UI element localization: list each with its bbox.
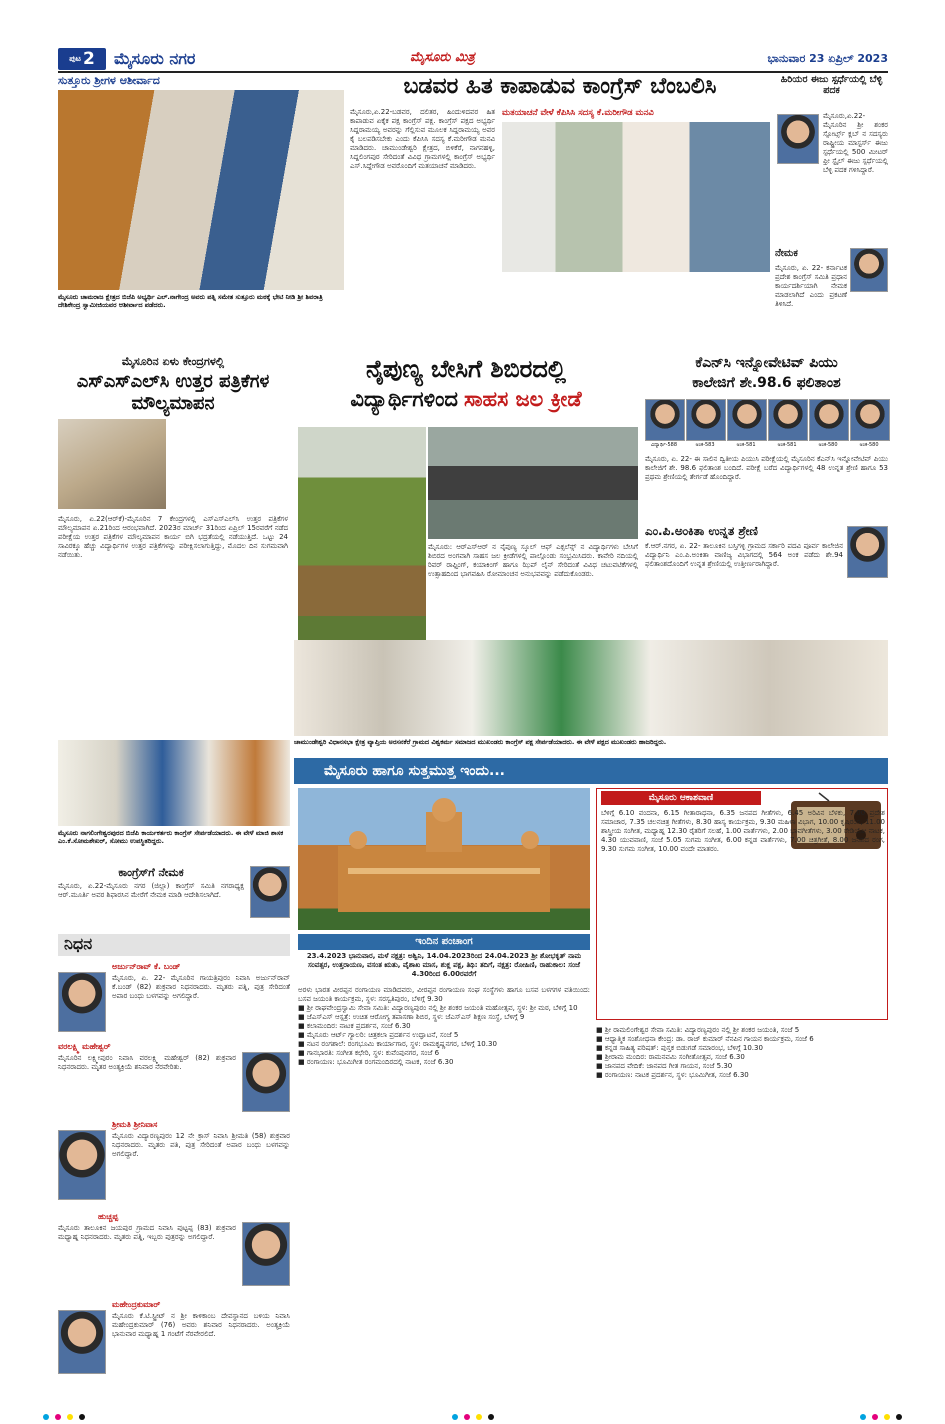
student-photo: [850, 399, 890, 441]
obituary-photo: [242, 1052, 290, 1112]
story-ankitha: [645, 524, 888, 632]
obituary-name: ವರಲಕ್ಷ್ಮಿ ಮಹೇಶ್ವರ್: [58, 1042, 111, 1051]
story-blessing-title: ಸುತ್ತೂರು ಶ್ರೀಗಳ ಆಶೀರ್ವಾದ: [58, 74, 160, 87]
student-score: ಅಂಕ-580: [818, 442, 838, 448]
akashavani-box: [596, 788, 888, 1020]
obituary-entry: [58, 1300, 293, 1394]
student-photo: [727, 399, 767, 441]
ankitha-photo: [847, 526, 888, 578]
joining-caption: ಮೈಸೂರು ನಾಗಲಿಂಗೇಶ್ವರಪುರದ ಬಿಜೆಪಿ ಕಾರ್ಯಕರ್ತರು ಕಾಂಗ್ರೆಸ್ ಸೇರ್ಪಡೆಯಾದರು. ಈ ವೇಳೆ ಮಾಜಿ ಶಾಸಕ ಎಂ.ಕೆ.ಸೋಮಶೇಖರ್, ಸೋಮು ಉಪಸ್ಥಿತರಿದ್ದರು.: [58, 829, 284, 845]
obituary-name: ಶ್ರೀಮತಿ ಶ್ರೀನಿವಾಸ: [112, 1120, 158, 1129]
knc-headline-a: ಕೆಎನ್‌ಸಿ ಇನ್ನೋವೇಟಿವ್ ಪಿಯು: [695, 355, 838, 371]
today-banner: [294, 758, 888, 784]
sslc-headline: ಎಸ್ಎಸ್ಎಲ್‌ಸಿ ಉತ್ತರ ಪತ್ರಿಕೆಗಳ ಮೌಲ್ಯಮಾಪನ: [76, 371, 270, 414]
knc-headline-b: ಕಾಲೇಜಿಗೆ ಶೇ.98.6 ಫಲಿತಾಂಶ: [692, 375, 841, 391]
adventure-headline-a: ನೈಪುಣ್ಯ ಬೇಸಿಗೆ ಶಿಬಿರದಲ್ಲಿ: [366, 355, 566, 383]
adventure-headline-b: ವಿದ್ಯಾರ್ಥಿಗಳಿಂದ: [350, 387, 458, 411]
obituary-entry: [58, 1042, 290, 1116]
story-appointment: [775, 248, 888, 348]
student-card: [809, 399, 847, 451]
group-photo-block: [294, 640, 888, 752]
sslc-body: ಮೈಸೂರು, ಏ.22(ಆರ್‌ಕೆ)-ಮೈಸೂರಿನ 7 ಕೇಂದ್ರಗಳಲ್ಲಿ ಎಸ್ಎಸ್ಎಲ್‌ಸಿ ಉತ್ತರ ಪತ್ರಿಕೆಗಳ ಮೌಲ್ಯಮಾಪನ ಏ.21ರಿಂದ ಆರಂಭವಾಗಿದೆ. 2023ರ ಮಾರ್ಚ್ 31ರಿಂದ ಏಪ್ರಿಲ್ 15ರವರೆಗೆ ನಡೆದ ಪರೀಕ್ಷೆಯ ಉತ್ತರ ಪತ್ರಿಕೆಗಳ ಮೌಲ್ಯಮಾಪನ ಕಾರ್ಯ ಬಿಗಿ ಭದ್ರತೆಯಲ್ಲಿ ನಡೆಯುತ್ತಿದೆ. ಒಟ್ಟು 24 ಸಾವಿರಕ್ಕೂ ಹೆಚ್ಚು ವಿದ್ಯಾರ್ಥಿಗಳ ಉತ್ತರ ಪತ್ರಿಕೆಗಳನ್ನು ಪರೀಕ್ಷಿಸಲಾಗುತ್ತಿದ್ದು, ಮೊದಲ ದಿನ ಸುಗಮವಾಗಿ ನಡೆಯಿತು.: [58, 515, 291, 559]
obituary-body: ಮೈಸೂರು ವಿದ್ಯಾರಣ್ಯಪುರಂ 12 ನೇ ಕ್ರಾಸ್ ನಿವಾಸಿ ಶ್ರೀಮತಿ (58) ಶುಕ್ರವಾರ ನಿಧನರಾದರು. ಮೃತರು ಪತಿ, ಪುತ್ರ ಸೇರಿದಂತೆ ಅಪಾರ ಬಂಧು ಬಳಗವನ್ನು ಅಗಲಿದ್ದಾರೆ.: [112, 1132, 293, 1158]
adventure-headline-c: ಸಾಹಸ ಜಲ ಕ್ರೀಡೆ: [463, 387, 582, 411]
issue-date: ಭಾನುವಾರ 23 ಏಪ್ರಿಲ್ 2023: [767, 52, 888, 65]
appointment-title: ನೇಮಕ: [775, 248, 798, 259]
congress-appointment-title: ಕಾಂಗ್ರೆಸ್‌ಗೆ ನೇಮಕ: [118, 866, 184, 879]
student-score: ಅಂಕ-583: [695, 442, 715, 448]
story-sslc: [58, 355, 291, 733]
group-photo-caption: ಚಾಮುಂಡೇಶ್ವರಿ ವಿಧಾನಸಭಾ ಕ್ಷೇತ್ರ ವ್ಯಾಪ್ತಿಯ ಅರಸನಕೆರೆ ಗ್ರಾಮದ ವಿಶ್ವಕರ್ಮ ಸಮಾಜದ ಮುಖಂಡರು ಕಾಂಗ್ರೆಸ್ ಪಕ್ಷ ಸೇರ್ಪಡೆಯಾದರು. ಈ ವೇಳೆ ಪಕ್ಷದ ಮುಖಂಡರು ಹಾಜರಿದ್ದರು.: [294, 738, 667, 746]
blessing-photo: [58, 90, 344, 290]
student-photo: [809, 399, 849, 441]
appointee-photo: [850, 248, 888, 292]
color-dots-right: [857, 1405, 905, 1415]
swimming-body: ಮೈಸೂರು,ಏ.22-ಮೈಸೂರಿನ ಶ್ರೀ ಶಂಕರ ಸ್ಪೋರ್ಟ್ಸ್ ಕ್ಲಬ್ ನ ಸದಸ್ಯರು ರಾಷ್ಟ್ರೀಯ ಮಾಸ್ಟರ್ಸ್ ಈಜು ಸ್ಪರ್ಧೆಯಲ್ಲಿ 500 ಮೀಟರ್ ಫ್ರೀ ಸ್ಟೈಲ್ ಈಜು ಸ್ಪರ್ಧೆಯಲ್ಲಿ ಬೆಳ್ಳಿ ಪದಕ ಗಳಿಸಿದ್ದಾರೆ.: [823, 112, 891, 174]
student-card: [850, 399, 888, 451]
masthead-logo: ಮೈಸೂರು ಮಿತ್ರ: [410, 50, 475, 65]
ankitha-body: ಕೆ.ಆರ್.ನಗರ, ಏ. 22- ತಾಲೂಕಿನ ಬಸ್ತಿಗಳ್ಳಿ ಗ್ರಾಮದ ಸರ್ಕಾರಿ ಪದವಿ ಪೂರ್ವ ಕಾಲೇಜಿನ ವಿದ್ಯಾರ್ಥಿನಿ ಎಂ.ಪಿ.ಅಂಕಿತಾ ವಾಣಿಜ್ಯ ವಿಭಾಗದಲ್ಲಿ 564 ಅಂಕ ಪಡೆದು ಶೇ.94 ಫಲಿತಾಂಶದೊಂದಿಗೆ ಉನ್ನತ ಶ್ರೇಣಿಯಲ್ಲಿ ಉತ್ತೀರ್ಣರಾಗಿದ್ದಾರೆ.: [645, 542, 846, 568]
akashavani-body: ಬೆಳಿಗ್ಗೆ 6.10 ವಂದನಾ, 6.15 ಗೀತಾರಾಧನಾ, 6.35 ಜನಪದ ಗೀತೆಗಳು, 6.45 ಅರಿವಿನ ಬೆಳಕು, 7.00 ಪ್ರದೇಶ ಸಮಾಚಾರ, 7.35 ಚಲನಚಿತ್ರ ಗೀತೆಗಳು, 8.30 ಹಾಸ್ಯ ಕಾರ್ಯಕ್ರಮ, 9.30 ಮಹಿಳಾ ವಿಭಾಗ, 10.00 ಕೃಷಿರಂಗ, 11.00 ಶಾಸ್ತ್ರೀಯ ಸಂಗೀತ, ಮಧ್ಯಾಹ್ನ 12.30 ರೈತರಿಗೆ ಸಲಹೆ, 1.00 ವಾರ್ತೆಗಳು, 2.00 ಭಾವಗೀತೆಗಳು, 3.00 ರೇಡಿಯೋ ನಾಟಕ, 4.30 ಯುವವಾಣಿ, ಸಂಜೆ 5.05 ಸುಗಮ ಸಂಗೀತ, 6.00 ಕನ್ನಡ ವಾರ್ತೆಗಳು, 7.00 ಚಿತ್ರಗೀತೆ, 8.00 ಜನಪದ ರಂಗ, 9.30 ಸುಗಮ ಸಂಗೀತ, 10.00 ವಂದೇ ಮಾತರಂ.: [601, 809, 888, 853]
joining-photo: [58, 740, 290, 826]
section-title: ಮೈಸೂರು ನಗರ: [114, 49, 196, 68]
header-rule: [58, 71, 888, 73]
swimmer-photo: [777, 114, 819, 164]
swimming-title: ಹಿರಿಯರ ಈಜು ಸ್ಪರ್ಧೆಯಲ್ಲಿ ಬೆಳ್ಳಿ ಪದಕ: [780, 74, 883, 96]
obituary-body: ಮೈಸೂರಿನ ಲಕ್ಷ್ಮೀಪುರಂ ನಿವಾಸಿ ವರಲಕ್ಷ್ಮಿ ಮಹೇಶ್ವರ್ (82) ಶುಕ್ರವಾರ ನಿಧನರಾದರು. ಮೃತರ ಅಂತ್ಯಕ್ರಿಯೆ ಶನಿವಾರ ನೆರವೇರಿತು.: [58, 1054, 239, 1071]
student-score: ಅಂಕ-581: [736, 442, 756, 448]
student-photo: [686, 399, 726, 441]
obituary-name: ಹುಚ್ಚಪ್ಪ: [98, 1212, 119, 1221]
blessing-caption: ಮೈಸೂರು ಚಾಮರಾಜ ಕ್ಷೇತ್ರದ ಬಿಜೆಪಿ ಅಭ್ಯರ್ಥಿ ಎಲ್.ನಾಗೇಂದ್ರ ಅವರು ಪತ್ನಿ ಸಮೇತ ಸುತ್ತೂರು ಮಠಕ್ಕೆ ಭೇಟಿ ನೀಡಿ ಶ್ರೀ ಶಿವರಾತ್ರಿ ದೇಶಿಕೇಂದ್ರ ಸ್ವಾಮೀಜಿಯವರ ಆಶೀರ್ವಾದ ಪಡೆದರು.: [58, 293, 323, 309]
obituary-block: [58, 934, 293, 1396]
congress-appointment-body: ಮೈಸೂರು, ಏ.22-ಮೈಸೂರು ನಗರ (ಜಿಲ್ಲಾ) ಕಾಂಗ್ರೆಸ್ ಸಮಿತಿ ನಗರಾಧ್ಯಕ್ಷ ಆರ್.ಮೂರ್ತಿ ಅವರ ಶಿಫಾರಸಿನ ಮೇರೆಗೆ ನೇಮಕ ಮಾಡಿ ಆದೇಶಿಸಲಾಗಿದೆ.: [58, 882, 247, 899]
story-congress: [350, 74, 770, 326]
congress-body-cont: [502, 276, 770, 322]
group-photo: [294, 640, 888, 736]
page-tag-label: ಪುಟ: [69, 54, 81, 63]
palace-illustration: [298, 788, 590, 930]
page-header: [58, 48, 888, 70]
story-knc: [645, 355, 891, 520]
obituary-entry: [58, 1212, 290, 1296]
student-card: [768, 399, 806, 451]
congress-photo: [502, 122, 770, 272]
obituary-body: ಮೈಸೂರು ತಾಲೂಕಿನ ಜಯಪುರ ಗ್ರಾಮದ ನಿವಾಸಿ ಪುಟ್ಟಪ್ಪ (83) ಶುಕ್ರವಾರ ಮಧ್ಯಾಹ್ನ ನಿಧನರಾದರು. ಮೃತರು ಪತ್ನಿ, ಇಬ್ಬರು ಪುತ್ರರನ್ನು ಅಗಲಿದ್ದಾರೆ.: [58, 1224, 239, 1241]
obituary-entry: [58, 1120, 293, 1206]
student-card: [686, 399, 724, 451]
rafting-photo: [428, 427, 638, 539]
panchanga-title: ಇಂದಿನ ಪಂಚಾಂಗ: [298, 934, 590, 950]
palace-image: [298, 788, 590, 930]
page-number: 2: [82, 49, 95, 69]
student-card: [645, 399, 683, 451]
obituary-body: ಮೈಸೂರು ಕೆ.ಟಿ.ಸ್ಟ್ರೀಟ್ ನ ಶ್ರೀ ಕಾಳಿಕಾಂಬ ದೇವಸ್ಥಾನದ ಬಳಿಯ ನಿವಾಸಿ ಮಹೇಂದ್ರಕುಮಾರ್ (76) ಅವರು ಶನಿವಾರ ನಿಧನರಾದರು. ಅಂತ್ಯಕ್ರಿಯೆ ಭಾನುವಾರ ಮಧ್ಯಾಹ್ನ 1 ಗಂಟೆಗೆ ನೆರವೇರಲಿದೆ.: [112, 1312, 293, 1338]
story-congress-appointment: [58, 866, 290, 928]
student-card: [727, 399, 765, 451]
obituary-photo: [242, 1222, 290, 1286]
obituary-photo: [58, 1310, 106, 1374]
student-photo: [768, 399, 808, 441]
color-dots-center: [449, 1405, 497, 1415]
congress-body: ಮೈಸೂರು,ಏ.22-ಬಡವರ, ದಲಿತರ, ಹಿಂದುಳಿದವರ ಹಿತ ಕಾಪಾಡುವ ಏಕೈಕ ಪಕ್ಷ ಕಾಂಗ್ರೆಸ್ ಪಕ್ಷ. ಕಾಂಗ್ರೆಸ್ ಪಕ್ಷದ ಅಭ್ಯರ್ಥಿ ಸಿದ್ದರಾಮಯ್ಯ ಅವರನ್ನು ಗೆಲ್ಲಿಸುವ ಮೂಲಕ ಸಿದ್ದರಾಮಯ್ಯ ಅವರ ಕೈ ಬಲಪಡಿಸಬೇಕು ಎಂದು ಕೆಪಿಸಿಸಿ ಸದಸ್ಯ ಕೆ.ಮರೀಗೌಡ ಮನವಿ ಮಾಡಿದರು. ಚಾಮುಂಡೇಶ್ವರಿ ಕ್ಷೇತ್ರದ, ಬಿಳಿಕೆರೆ, ನಾಗನಹಳ್ಳಿ, ಸಿದ್ದಲಿಂಗಪುರ ಸೇರಿದಂತೆ ವಿವಿಧ ಗ್ರಾಮಗಳಲ್ಲಿ ಕಾಂಗ್ರೆಸ್ ಅಭ್ಯರ್ಥಿ ಎಸ್.ಸಿದ್ದೇಗೌಡ ಅವರೊಂದಿಗೆ ಮತಯಾಚನೆ ಮಾಡಿದರು.: [350, 108, 498, 170]
adventure-body: ಮೈಸೂರು: ಆರ್‌ಎಸ್‌ಆರ್ ನ ನೈಪುಣ್ಯ ಸ್ಕೂಲ್ ಆಫ್ ಎಕ್ಸಲೆನ್ಸ್ ನ ವಿದ್ಯಾರ್ಥಿಗಳು ಬೇಸಿಗೆ ಶಿಬಿರದ ಅಂಗವಾಗಿ ಸಾಹಸ ಜಲ ಕ್ರೀಡೆಗಳಲ್ಲಿ ಪಾಲ್ಗೊಂಡು ಸಂಭ್ರಮಿಸಿದರು. ಕಾವೇರಿ ನದಿಯಲ್ಲಿ ರಿವರ್ ರಾಫ್ಟಿಂಗ್, ಕಯಾಕಿಂಗ್ ಹಾಗೂ ಝಿಪ್ ಲೈನ್ ಸೇರಿದಂತೆ ವಿವಿಧ ಚಟುವಟಿಕೆಗಳಲ್ಲಿ ಉತ್ಸಾಹದಿಂದ ಭಾಗವಹಿಸಿ ರೋಮಾಂಚನ ಅನುಭವವನ್ನು ಪಡೆದುಕೊಂಡರು.: [428, 543, 641, 578]
akashavani-title: ಮೈಸೂರು ಆಕಾಶವಾಣಿ: [601, 791, 761, 805]
obituary-photo: [58, 972, 106, 1032]
congress-appointee-photo: [250, 866, 290, 918]
knc-students: [645, 399, 888, 451]
sslc-kicker: ಮೈಸೂರಿನ ಏಳು ಕೇಂದ್ರಗಳಲ್ಲಿ: [121, 355, 225, 368]
ankitha-title: ಎಂ.ಪಿ.ಅಂಕಿತಾ ಉನ್ನತ ಶ್ರೇಣಿ: [645, 524, 758, 538]
story-joining: [58, 740, 290, 860]
appointment-body: ಮೈಸೂರು, ಏ. 22- ಕರ್ನಾಟಕ ಪ್ರದೇಶ ಕಾಂಗ್ರೆಸ್ ಸಮಿತಿ ಪ್ರಧಾನ ಕಾರ್ಯದರ್ಶಿಯಾಗಿ ನೇಮಕ ಮಾಡಲಾಗಿದೆ ಎಂದು ಪ್ರಕಟಣೆ ತಿಳಿಸಿದೆ.: [775, 264, 850, 308]
knc-body: ಮೈಸೂರು, ಏ. 22- ಈ ಸಾಲಿನ ದ್ವಿತೀಯ ಪಿಯುಸಿ ಪರೀಕ್ಷೆಯಲ್ಲಿ ಮೈಸೂರಿನ ಕೆಎನ್‌ಸಿ ಇನ್ನೋವೇಟಿವ್ ಪಿಯು ಕಾಲೇಜಿಗೆ ಶೇ. 98.6 ಫಲಿತಾಂಶ ಬಂದಿದೆ. ಪರೀಕ್ಷೆ ಬರೆದ ವಿದ್ಯಾರ್ಥಿಗಳಲ್ಲಿ 48 ಉನ್ನತ ಶ್ರೇಣಿ ಹಾಗೂ 53 ಪ್ರಥಮ ಶ್ರೇಣಿಯಲ್ಲಿ ತೇರ್ಗಡೆ ಹೊಂದಿದ್ದಾರೆ.: [645, 455, 891, 481]
panchanga-body: 23.4.2023 ಭಾನುವಾರ, ಮಳೆ ನಕ್ಷತ್ರ: ಅಶ್ವಿನಿ, 14.04.2023ರಿಂದ 24.04.2023 ಶ್ರೀ ಶೋಭಕೃತ್ ನಾಮ ಸಂವತ್ಸರ, ಉತ್ತರಾಯಣ, ವಸಂತ ಋತು, ವೈಶಾಖ ಮಾಸ, ಶುಕ್ಲ ಪಕ್ಷ, ತಿಥಿ: ತದಿಗೆ, ನಕ್ಷತ್ರ: ರೋಹಿಣಿ, ರಾಹುಕಾಲ: ಸಂಜೆ 4.30ರಿಂದ 6.00ರವರೆಗೆ: [306, 952, 584, 978]
congress-headline: ಬಡವರ ಹಿತ ಕಾಪಾಡುವ ಕಾಂಗ್ರೆಸ್ ಬೆಂಬಲಿಸಿ: [403, 74, 717, 99]
sslc-side-text: [172, 419, 288, 509]
obituary-photo: [58, 1130, 106, 1200]
color-dots-left: [40, 1405, 88, 1415]
student-score: ಅಂಕ-580: [859, 442, 879, 448]
student-score: ವಿದ್ಯಾರ್ಥಿ-588: [650, 442, 678, 448]
obituary-entry: [58, 962, 293, 1038]
obituary-title: ನಿಧನ: [58, 934, 290, 956]
story-blessing: [58, 74, 344, 320]
today-section: [294, 758, 888, 1398]
sslc-photo: [58, 419, 166, 509]
obituary-name: ಮಹೇಂದ್ರಕುಮಾರ್: [112, 1300, 161, 1309]
print-color-marks: [40, 1405, 905, 1415]
obituary-body: ಮೈಸೂರು, ಏ. 22- ಮೈಸೂರಿನ ಗಾಯತ್ರಿಪುರಂ ನಿವಾಸಿ ಅರ್ಜುನ್‌ರಾವ್ ಕೆ.ಬಂಡ್ (82) ಶುಕ್ರವಾರ ನಿಧನರಾದರು. ಮೃತರು ಪತ್ನಿ, ಪುತ್ರ ಸೇರಿದಂತೆ ಅಪಾರ ಬಂಧು ಬಳಗವನ್ನು ಅಗಲಿದ್ದಾರೆ.: [112, 974, 293, 1000]
obituary-name: ಅರ್ಜುನ್‌ರಾವ್ ಕೆ. ಬಂಡ್: [112, 962, 181, 971]
today-events: ಅರಳು ಭಾರತ ವೀರಪ್ಪನ ರಂಗಾಯಣ ಮಾಡಿದವರು, ವೀರಪ್ಪನ ರಂಗಾಯಣ ಸಂಘ ಸಂಸ್ಥೆಗಳು ಹಾಗೂ ಬಸವ ಬಳಗಗಳ ವತಿಯಿಂದ: ಬಸವ ಜಯಂತಿ ಕಾರ್ಯಕ್ರಮ, ಸ್ಥಳ: ಸರಸ್ವತಿಪುರಂ, ಬೆಳಿಗ್ಗೆ 9.30 ■ ಶ್ರೀ ರಾಘವೇಂದ್ರಸ್ವಾಮಿ ಸೇವಾ ಸಮಿತಿ: ವಿದ್ಯಾರಣ್ಯಪುರಂ ನಲ್ಲಿ ಶ್ರೀ ಶಂಕರ ಜಯಂತಿ ಮಹೋತ್ಸವ, ಸ್ಥಳ: ಶ್ರೀ ಮಠ, ಬೆಳಿಗ್ಗೆ 10 ■ ಜೆಎಸ್‌ಎಸ್ ಆಸ್ಪತ್ರೆ: ಉಚಿತ ಆರೋಗ್ಯ ತಪಾಸಣಾ ಶಿಬಿರ, ಸ್ಥಳ: ಜೆಎಸ್‌ಎಸ್ ಶಿಕ್ಷಣ ಸಂಸ್ಥೆ, ಬೆಳಿಗ್ಗೆ 9 ■ ಕಲಾಮಂದಿರ: ನಾಟಕ ಪ್ರದರ್ಶನ, ಸಂಜೆ 6.30 ■ ಮೈಸೂರು ಆರ್ಟ್ ಗ್ಯಾಲರಿ: ಚಿತ್ರಕಲಾ ಪ್ರದರ್ಶನ ಉದ್ಘಾಟನೆ, ಸಂಜೆ 5 ■ ನಟನ ರಂಗಶಾಲೆ: ರಂಗಭೂಮಿ ಕಾರ್ಯಾಗಾರ, ಸ್ಥಳ: ರಾಮಕೃಷ್ಣನಗರ, ಬೆಳಿಗ್ಗೆ 10.30 ■ ಗಾನಭಾರತಿ: ಸಂಗೀತ ಕಛೇರಿ, ಸ್ಥಳ: ಕುವೆಂಪುನಗರ, ಸಂಜೆ 6 ■ ರಂಗಾಯಣ: ಭೂಮಿಗೀತ ರಂಗಮಂದಿರದಲ್ಲಿ ನಾಟಕ, ಸಂಜೆ 6.30: [298, 986, 590, 1066]
congress-subhead: ಮತಯಾಚನೆ ವೇಳೆ ಕೆಪಿಸಿಸಿ ಸದಸ್ಯ ಕೆ.ಮರೀಗೌಡ ಮನವಿ: [502, 108, 654, 118]
adventure-headline-row: [294, 387, 638, 412]
story-adventure: [294, 355, 641, 685]
student-photo: [645, 399, 685, 441]
page-tag: [58, 48, 106, 70]
today-right-events: ■ ಶ್ರೀ ರಾಮಲಿಂಗೇಶ್ವರ ಸೇವಾ ಸಮಿತಿ: ವಿದ್ಯಾರಣ್ಯಪುರಂ ನಲ್ಲಿ ಶ್ರೀ ಶಂಕರ ಜಯಂತಿ, ಸಂಜೆ 5 ■ ಆಧ್ಯಾತ್ಮಿಕ ಸಂಶೋಧನಾ ಕೇಂದ್ರ: ಡಾ. ರಾಜ್ ಕುಮಾರ್ ನೆನಪಿನ ಗಾಯನ ಕಾರ್ಯಕ್ರಮ, ಸಂಜೆ 6 ■ ಕನ್ನಡ ಸಾಹಿತ್ಯ ಪರಿಷತ್: ಪುಸ್ತಕ ಬಿಡುಗಡೆ ಸಮಾರಂಭ, ಬೆಳಿಗ್ಗೆ 10.30 ■ ಶ್ರೀರಾಮ ಮಂದಿರ: ರಾಮನವಮಿ ಸಂಗೀತೋತ್ಸವ, ಸಂಜೆ 6.30 ■ ಜಾನಪದ ವೇದಿಕೆ: ಜಾನಪದ ಗೀತ ಗಾಯನ, ಸಂಜೆ 5.30 ■ ರಂಗಾಯಣ: ನಾಟಕ ಪ್ರದರ್ಶನ, ಸ್ಥಳ: ಭೂಮಿಗೀತ, ಸಂಜೆ 6.30: [596, 1026, 814, 1079]
story-swimming: [775, 74, 891, 244]
today-banner-label: ಮೈಸೂರು ಹಾಗೂ ಸುತ್ತಮುತ್ತ ಇಂದು...: [324, 763, 505, 779]
student-score: ಅಂಕ-581: [777, 442, 797, 448]
